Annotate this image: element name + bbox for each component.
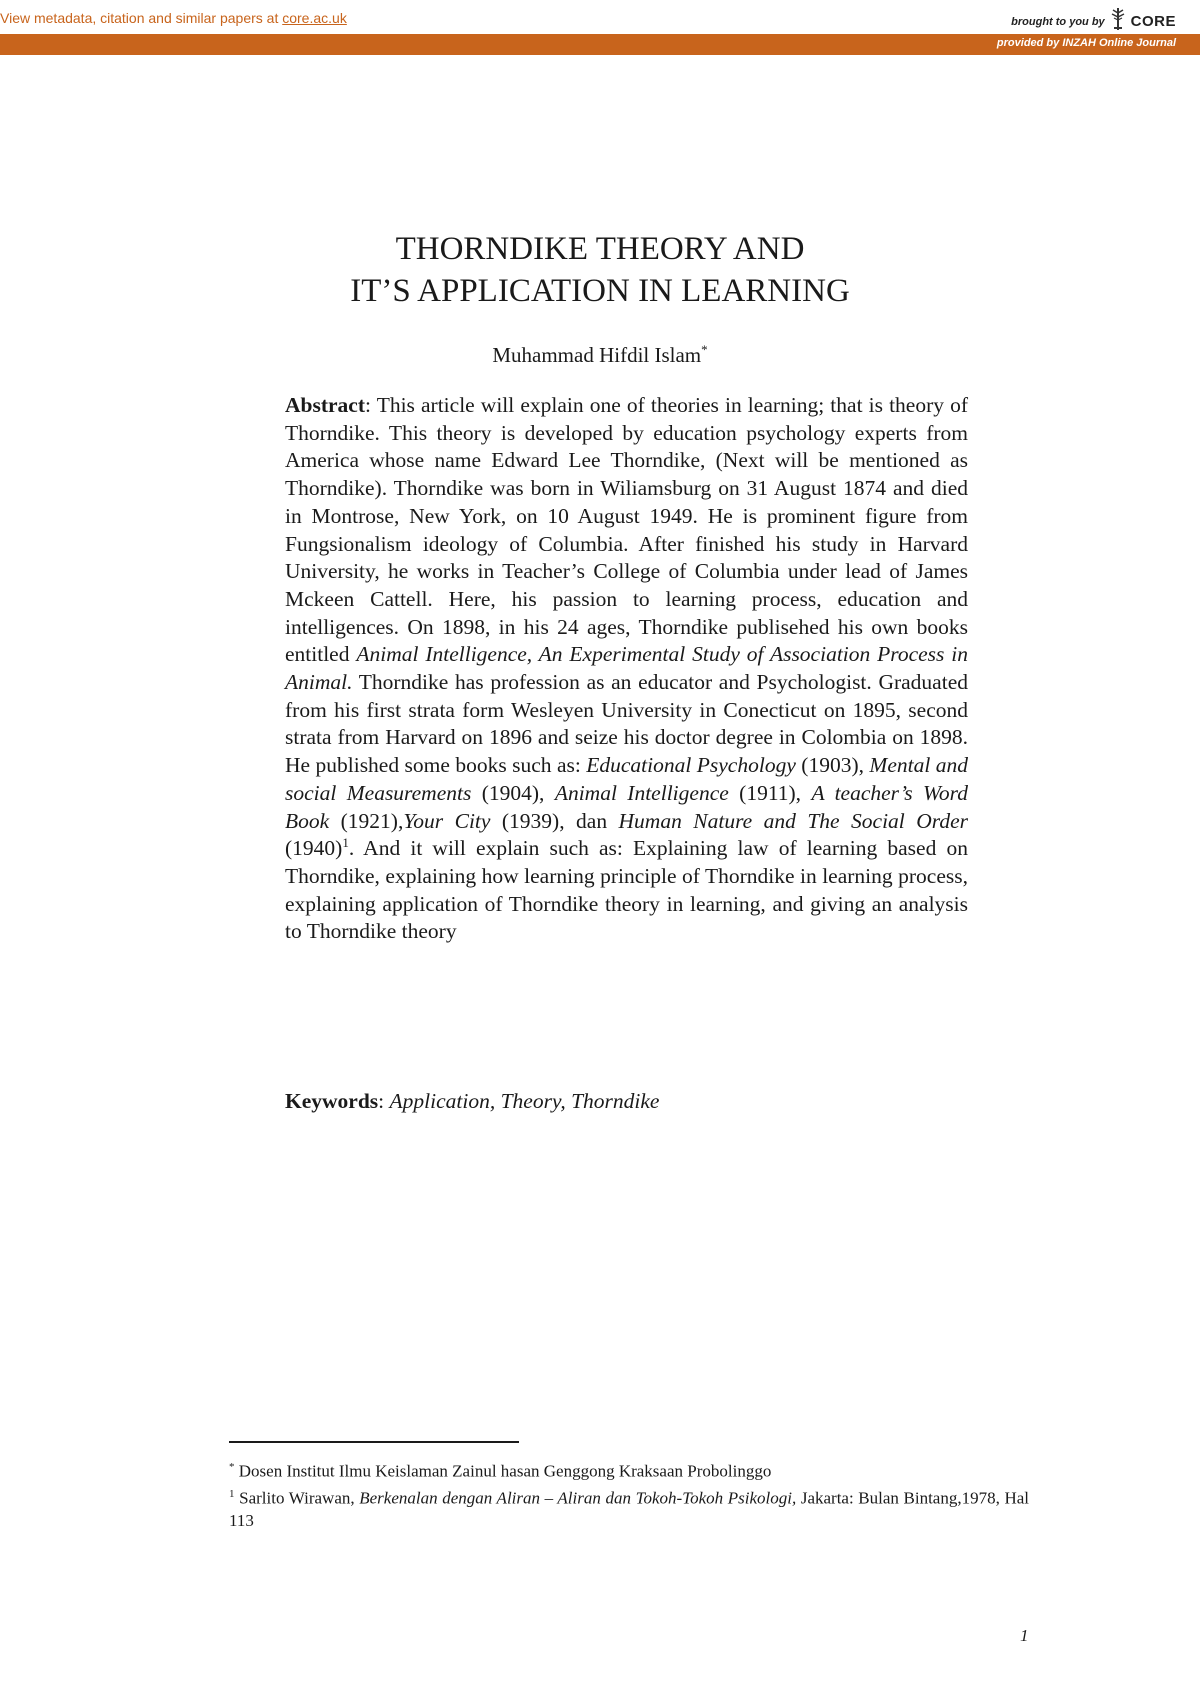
core-logo-text: CORE	[1130, 13, 1176, 30]
year-d: (1921),	[329, 808, 404, 833]
title-line-1: THORNDIKE THEORY AND	[395, 231, 805, 267]
book-your-city: Your City	[403, 808, 491, 833]
year-f: (1940)	[285, 836, 343, 861]
book-educational-psychology: Educational Psychology	[586, 753, 796, 778]
footnote-author	[229, 1456, 1029, 1483]
abstract-label: Abstract	[285, 393, 366, 417]
year-e: (1939), dan	[490, 808, 619, 833]
core-provided-bar	[0, 34, 1200, 55]
footnotes	[229, 1456, 1029, 1533]
footnote-1-text-b: Jakarta: Bulan Bintang,1978, Hal 113	[229, 1488, 1030, 1531]
book-human-nature: Human Nature and The Social Order	[618, 808, 968, 833]
keywords-separator: :	[378, 1089, 390, 1113]
brought-to-you-label: brought to you by	[1011, 16, 1105, 28]
year-a: (1903),	[795, 753, 870, 778]
core-metadata-link-line	[0, 10, 347, 26]
book-animal-intelligence: Animal Intelligence	[554, 780, 729, 805]
abstract-text-2: Thorndike has profession as an educator and Psychologist. Graduated from his first strata form Wesleyen University in Conecticut on 1895, second strata from Harvard on 1896 and seize his doctor degree in Colombia on 1898. He published some books such as:	[285, 670, 968, 778]
core-brand[interactable]	[1011, 8, 1176, 30]
footnote-author-mark: *	[229, 1461, 235, 1473]
footnote-1-title: Berkenalan dengan Aliran – Aliran dan Tokoh-Tokoh Psikologi,	[359, 1488, 797, 1508]
provided-by-label[interactable]: provided by INZAH Online Journal	[996, 37, 1176, 49]
abstract-book-1: Animal Intelligence, An Experimental Study of Association Process in Animal.	[285, 642, 969, 695]
author-line	[0, 336, 1200, 369]
keywords-values: Application, Theory, Thorndike	[389, 1089, 660, 1113]
abstract-text-1: : This article will explain one of theories in learning; that is theory of Thorndike. This theory is developed by education psychology experts from America whose name Edward Lee Thorndike, (Next will be mentioned as Thorndike). Thorndike was born in Wiliamsburg on 31 August 1874 and died in Montrose, New York, on 10 August 1949. He is prominent figure from Fungsionalism ideology of Columbia. After finished his study in Harvard University, he works in Teacher’s College of Columbia under lead of James Mckeen Cattell. Here, his passion to learning process, education and intelligences. On 1898, in his 24 ages, Thorndike publisehed his own books entitled	[285, 393, 968, 667]
core-metadata-prefix: View metadata, citation and similar papers at	[0, 10, 283, 26]
abstract-paragraph	[285, 392, 968, 946]
keywords-line	[285, 1087, 968, 1115]
author-footnote-mark: *	[701, 342, 708, 357]
abstract-text-3: . And it will explain such as: Explaining law of learning based on Thorndike, explaining how learning principle of Thorndike in learning process, explaining application of Thorndike theory in learning, and giving an analysis to Thorndike theory	[285, 836, 968, 944]
core-ac-uk-link[interactable]: core.ac.uk	[282, 10, 347, 26]
author-name: Muhammad Hifdil Islam	[492, 343, 702, 367]
footnote-1-mark: 1	[229, 1488, 235, 1501]
page-number: 1	[1020, 1626, 1029, 1645]
page-title	[0, 228, 1200, 312]
core-logo-icon	[1111, 8, 1125, 30]
title-line-2: IT’S APPLICATION IN LEARNING	[350, 273, 850, 309]
footnote-1-text-a: Sarlito Wirawan,	[234, 1488, 360, 1508]
footnote-divider	[229, 1441, 519, 1443]
year-c: (1911),	[728, 780, 812, 805]
year-b: (1904),	[471, 780, 555, 805]
footnote-ref-1[interactable]: 1	[342, 835, 349, 851]
keywords-label: Keywords	[285, 1089, 379, 1113]
footnote-author-text: Dosen Institut Ilmu Keislaman Zainul hasan Genggong Kraksaan Probolinggo	[234, 1461, 772, 1481]
book-mental-social-measurements: Mental and social Measurements	[285, 753, 968, 805]
core-header	[0, 0, 1200, 34]
footnote-1	[229, 1483, 1029, 1533]
book-teachers-word-book: A teacher’s Word Book	[285, 780, 968, 833]
